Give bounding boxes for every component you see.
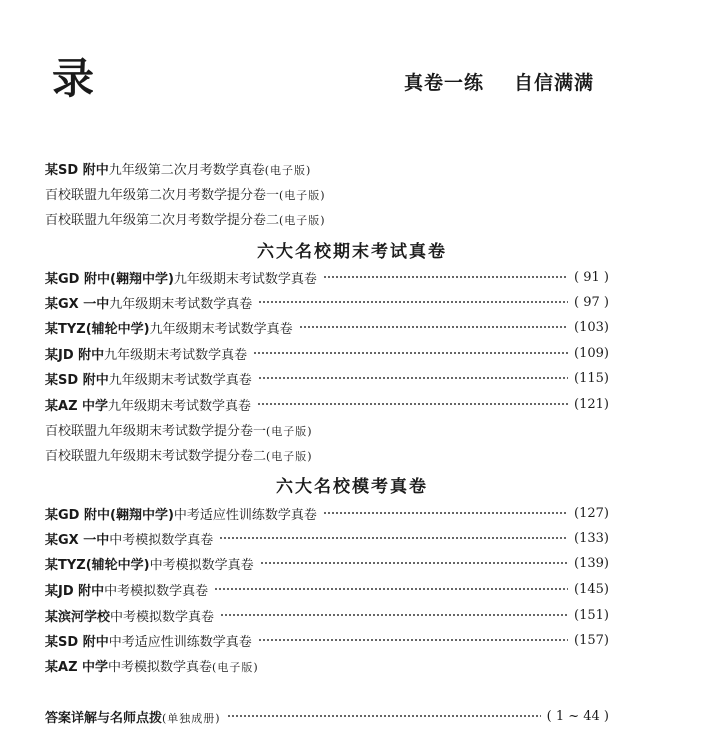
toc-entry[interactable] <box>45 393 609 415</box>
toc-entry[interactable] <box>45 527 609 549</box>
page-number: (133) <box>574 530 609 546</box>
page-heading-char: 录 <box>52 54 95 103</box>
entry-title: 某SD 附中九年级期末考试数学真卷 <box>45 372 252 388</box>
leader-dots <box>227 715 541 717</box>
leader-dots <box>260 562 568 564</box>
toc-entry[interactable] <box>45 578 609 600</box>
entry-title: 某JD 附中九年级期末考试数学真卷 <box>45 347 248 363</box>
entry-title: 某SD 附中九年级第二次月考数学真卷(电子版) <box>45 162 312 178</box>
entry-title: 某GX 一中九年级期末考试数学真卷 <box>45 296 253 312</box>
page-number: (115) <box>574 370 609 386</box>
toc-entry[interactable] <box>45 207 609 229</box>
leader-dots <box>323 276 568 278</box>
entry-title: 百校联盟九年级第二次月考数学提分卷一(电子版) <box>45 187 326 203</box>
leader-dots <box>258 301 568 303</box>
section-heading-final-exams: 六大名校期末考试真卷 <box>257 242 447 262</box>
page-number: (157) <box>574 632 609 648</box>
toc-entry[interactable] <box>45 502 609 524</box>
toc-entry[interactable] <box>45 367 609 389</box>
leader-dots <box>323 512 568 514</box>
entry-title: 某SD 附中中考适应性训练数学真卷 <box>45 634 252 650</box>
toc-entry[interactable] <box>45 266 609 288</box>
toc-entry[interactable] <box>45 342 609 364</box>
entry-title: 某AZ 中学中考模拟数学真卷(电子版) <box>45 659 259 675</box>
leader-dots <box>299 326 568 328</box>
entry-title: 某TYZ(辅轮中学)九年级期末考试数学真卷 <box>45 321 293 337</box>
entry-title: 百校联盟九年级期末考试数学提分卷一(电子版) <box>45 423 313 439</box>
page-number: ( 97 ) <box>574 294 609 310</box>
entry-title: 某GD 附中(翱翔中学)九年级期末考试数学真卷 <box>45 271 317 287</box>
page-number: (151) <box>574 607 609 623</box>
entry-title: 某滨河学校中考模拟数学真卷 <box>45 609 215 625</box>
entry-title: 某GD 附中(翱翔中学)中考适应性训练数学真卷 <box>45 507 317 523</box>
leader-dots <box>214 588 568 590</box>
toc-entry[interactable] <box>45 552 609 574</box>
entry-title: 某JD 附中中考模拟数学真卷 <box>45 583 209 599</box>
toc-entry[interactable] <box>45 629 609 651</box>
page-number: ( 91 ) <box>574 269 609 285</box>
leader-dots <box>257 403 568 405</box>
leader-dots <box>220 614 568 616</box>
entry-title: 某GX 一中中考模拟数学真卷 <box>45 532 214 548</box>
motto-part-1: 真卷一练 <box>404 72 485 94</box>
toc-entry[interactable] <box>45 654 609 676</box>
entry-title: 百校联盟九年级期末考试数学提分卷二(电子版) <box>45 448 313 464</box>
entry-title: 百校联盟九年级第二次月考数学提分卷二(电子版) <box>45 212 326 228</box>
motto <box>404 68 594 95</box>
toc-entry-answers[interactable] <box>45 705 609 727</box>
leader-dots <box>219 537 568 539</box>
toc-entry[interactable] <box>45 182 609 204</box>
entry-title: 某AZ 中学九年级期末考试数学真卷 <box>45 398 252 414</box>
entry-title: 某TYZ(辅轮中学)中考模拟数学真卷 <box>45 557 254 573</box>
motto-part-2: 自信满满 <box>514 72 595 94</box>
toc-entry[interactable] <box>45 443 609 465</box>
page-number: (127) <box>574 505 609 521</box>
page-number: ( 1 ~ 44 ) <box>546 708 609 724</box>
section-heading-mock-exams: 六大名校模考真卷 <box>276 477 428 497</box>
toc-entry[interactable] <box>45 157 609 179</box>
toc-entry[interactable] <box>45 418 609 440</box>
page-number: (109) <box>574 345 609 361</box>
page-number: (139) <box>574 555 609 571</box>
toc-entry[interactable] <box>45 316 609 338</box>
leader-dots <box>258 377 568 379</box>
toc-entry[interactable] <box>45 291 609 313</box>
page-number: (121) <box>574 396 609 412</box>
page-number: (145) <box>574 581 609 597</box>
toc-entry[interactable] <box>45 604 609 626</box>
entry-title: 答案详解与名师点拨(单独成册) <box>45 710 221 726</box>
leader-dots <box>253 352 568 354</box>
leader-dots <box>258 639 568 641</box>
page-number: (103) <box>574 319 609 335</box>
